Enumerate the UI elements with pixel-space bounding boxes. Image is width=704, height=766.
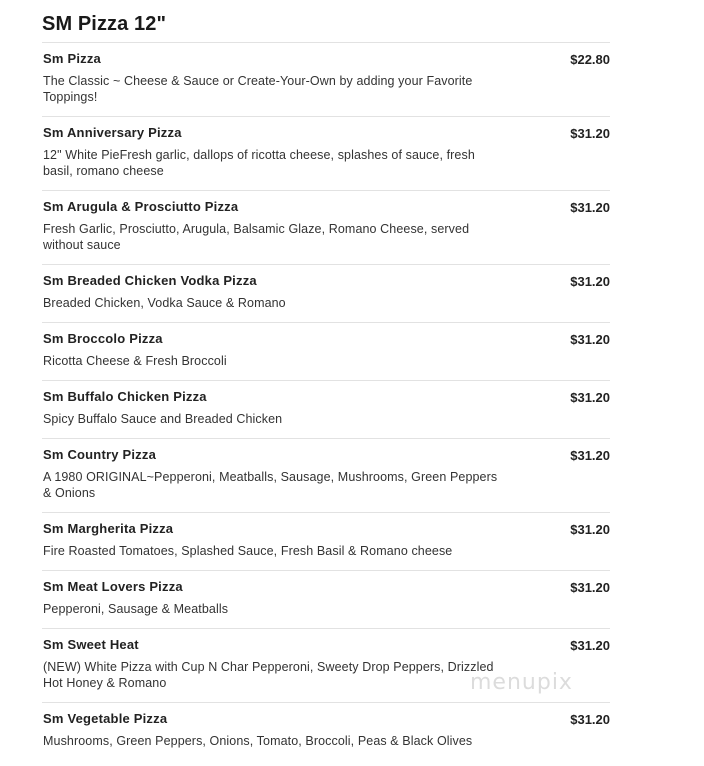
item-description: (NEW) White Pizza with Cup N Char Pepperoni, Sweety Drop Peppers, Drizzled Hot Honey & Romano xyxy=(43,660,494,690)
menu-item[interactable] xyxy=(42,43,610,117)
item-name: Sm Arugula & Prosciutto Pizza xyxy=(43,199,239,214)
item-price: $31.20 xyxy=(570,200,610,215)
item-price: $31.20 xyxy=(570,390,610,405)
item-price: $31.20 xyxy=(570,580,610,595)
item-description: The Classic ~ Cheese & Sauce or Create-Your-Own by adding your Favorite Toppings! xyxy=(43,74,473,104)
item-name: Sm Breaded Chicken Vodka Pizza xyxy=(43,273,257,288)
menu-item[interactable] xyxy=(42,381,610,439)
item-name: Sm Meat Lovers Pizza xyxy=(43,579,183,594)
item-name: Sm Vegetable Pizza xyxy=(43,711,168,726)
menu-item[interactable] xyxy=(42,571,610,629)
item-description: Spicy Buffalo Sauce and Breaded Chicken xyxy=(43,412,283,426)
item-name: Sm Anniversary Pizza xyxy=(43,125,182,140)
item-price: $22.80 xyxy=(570,52,610,67)
item-name: Sm Margherita Pizza xyxy=(43,521,174,536)
item-description: Pepperoni, Sausage & Meatballs xyxy=(43,602,229,616)
item-price: $31.20 xyxy=(570,448,610,463)
item-price: $31.20 xyxy=(570,638,610,653)
item-price: $31.20 xyxy=(570,332,610,347)
item-description: Ricotta Cheese & Fresh Broccoli xyxy=(43,354,227,368)
item-name: Sm Pizza xyxy=(43,51,101,66)
item-description: 12" White PieFresh garlic, dallops of ricotta cheese, splashes of sauce, fresh basil, romano cheese xyxy=(43,148,475,178)
menu-item[interactable] xyxy=(42,323,610,381)
menu-item[interactable] xyxy=(42,703,610,761)
item-price: $31.20 xyxy=(570,274,610,289)
menu-item[interactable] xyxy=(42,439,610,513)
menu-item[interactable] xyxy=(42,117,610,191)
item-description: A 1980 ORIGINAL~Pepperoni, Meatballs, Sausage, Mushrooms, Green Peppers & Onions xyxy=(43,470,498,500)
item-description: Fresh Garlic, Prosciutto, Arugula, Balsamic Glaze, Romano Cheese, served without sauce xyxy=(43,222,470,252)
menu-item[interactable] xyxy=(42,513,610,571)
item-name: Sm Sweet Heat xyxy=(43,637,139,652)
item-description: Mushrooms, Green Peppers, Onions, Tomato, Broccoli, Peas & Black Olives xyxy=(43,734,473,748)
item-price: $31.20 xyxy=(570,712,610,727)
item-name: Sm Country Pizza xyxy=(43,447,156,462)
item-name: Sm Broccolo Pizza xyxy=(43,331,163,346)
watermark-logo: menupix xyxy=(470,670,573,695)
menu-page xyxy=(42,0,610,761)
item-name: Sm Buffalo Chicken Pizza xyxy=(43,389,207,404)
item-description: Fire Roasted Tomatoes, Splashed Sauce, Fresh Basil & Romano cheese xyxy=(43,544,453,558)
menu-item[interactable] xyxy=(42,191,610,265)
item-price: $31.20 xyxy=(570,126,610,141)
menu-item[interactable] xyxy=(42,265,610,323)
item-price: $31.20 xyxy=(570,522,610,537)
section-title: SM Pizza 12" xyxy=(42,0,610,43)
item-description: Breaded Chicken, Vodka Sauce & Romano xyxy=(43,296,286,310)
